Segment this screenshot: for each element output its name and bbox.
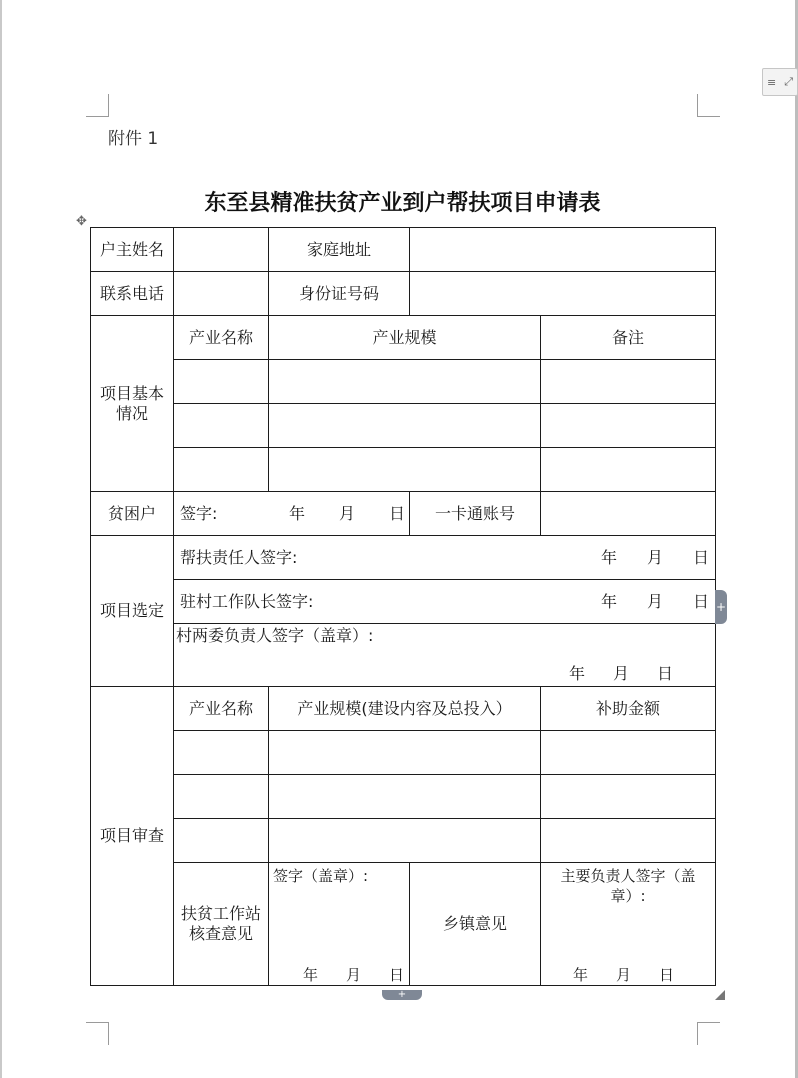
day-label: 日 (692, 591, 709, 611)
year-label: 年 (573, 966, 589, 984)
menu-icon: ≡ (766, 75, 777, 89)
card-account-cell[interactable] (541, 492, 716, 536)
table-cell[interactable] (541, 819, 716, 863)
table-row (91, 731, 716, 775)
year-label: 年 (568, 664, 585, 683)
chief-sign-label: 主要负责人签字（盖章）: (560, 867, 696, 905)
expand-icon: ⤢ (784, 75, 793, 88)
document-title: 东至县精准扶贫产业到户帮扶项目申请表 (204, 190, 601, 216)
year-label: 年 (600, 591, 617, 611)
team-leader-sign-cell[interactable] (174, 580, 716, 624)
table-row (91, 316, 716, 360)
add-column-button[interactable] (715, 590, 727, 624)
subsidy-header: 补助金额 (541, 687, 716, 731)
village-committee-sign-cell[interactable] (174, 624, 716, 687)
table-cell[interactable] (269, 360, 541, 404)
table-row (91, 404, 716, 448)
month-label: 月 (646, 591, 663, 611)
table-row (91, 863, 716, 986)
team-leader-sign-label: 驻村工作队长签字: (180, 591, 314, 611)
id-number-label: 身份证号码 (269, 272, 410, 316)
table-row (91, 687, 716, 731)
phone-label: 联系电话 (91, 272, 174, 316)
table-cell[interactable] (541, 731, 716, 775)
day-label: 日 (659, 966, 675, 984)
review-scale-header: 产业规模(建设内容及总投入） (269, 687, 541, 731)
table-row (91, 448, 716, 492)
helper-sign-label: 帮扶责任人签字: (180, 547, 298, 567)
crop-mark-top-right (697, 94, 720, 117)
table-row (91, 228, 716, 272)
id-number-cell[interactable] (410, 272, 716, 316)
helper-sign-cell[interactable] (174, 536, 716, 580)
industry-scale-header: 产业规模 (269, 316, 541, 360)
home-address-label: 家庭地址 (269, 228, 410, 272)
table-cell[interactable] (269, 775, 541, 819)
village-sign-label: 村两委负责人签字（盖章）: (176, 626, 374, 645)
project-review-label: 项目审查 (91, 687, 174, 986)
householder-name-label: 户主姓名 (91, 228, 174, 272)
application-form-table (90, 227, 716, 986)
card-account-label: 一卡通账号 (410, 492, 541, 536)
table-move-icon[interactable]: ✥ (76, 214, 87, 229)
month-label: 月 (616, 966, 632, 984)
table-cell[interactable] (174, 775, 269, 819)
table-row (91, 492, 716, 536)
project-selection-label: 项目选定 (91, 536, 174, 687)
year-label: 年 (303, 966, 319, 984)
station-review-label: 扶贫工作站核查意见 (174, 863, 269, 986)
table-cell[interactable] (269, 404, 541, 448)
table-row (91, 580, 716, 624)
table-row (91, 360, 716, 404)
day-label: 日 (389, 966, 405, 984)
month-label: 月 (346, 966, 362, 984)
table-cell[interactable] (174, 731, 269, 775)
table-row (91, 819, 716, 863)
month-label: 月 (338, 503, 355, 523)
note-header: 备注 (541, 316, 716, 360)
year-label: 年 (288, 503, 305, 523)
station-sign-label: 签字（盖章）: (273, 867, 369, 885)
table-cell[interactable] (174, 360, 269, 404)
chief-sign-cell[interactable] (541, 863, 716, 986)
add-row-button[interactable] (382, 990, 422, 1000)
basic-info-label: 项目基本情况 (91, 316, 174, 492)
table-resize-icon[interactable] (715, 990, 725, 1000)
day-label: 日 (388, 503, 405, 523)
table-cell[interactable] (174, 448, 269, 492)
month-label: 月 (612, 664, 629, 683)
crop-mark-bottom-right (697, 1022, 720, 1045)
plus-icon: + (397, 989, 407, 1000)
attachment-label: 附件 1 (108, 129, 159, 149)
table-row (91, 536, 716, 580)
crop-mark-top-left (86, 94, 109, 117)
table-cell[interactable] (269, 448, 541, 492)
month-label: 月 (646, 547, 663, 567)
table-cell[interactable] (541, 775, 716, 819)
plus-icon: + (715, 600, 727, 614)
crop-mark-bottom-left (86, 1022, 109, 1045)
table-cell[interactable] (541, 448, 716, 492)
year-label: 年 (600, 547, 617, 567)
poor-household-sign-cell[interactable] (174, 492, 410, 536)
page-left-edge (0, 0, 2, 1078)
table-cell[interactable] (174, 404, 269, 448)
table-row (91, 775, 716, 819)
table-cell[interactable] (541, 360, 716, 404)
table-row (91, 272, 716, 316)
table-cell[interactable] (541, 404, 716, 448)
industry-name-header: 产业名称 (174, 316, 269, 360)
table-cell[interactable] (174, 819, 269, 863)
day-label: 日 (656, 664, 673, 683)
town-opinion-label: 乡镇意见 (410, 863, 541, 986)
home-address-cell[interactable] (410, 228, 716, 272)
householder-name-cell[interactable] (174, 228, 269, 272)
station-sign-cell[interactable] (269, 863, 410, 986)
view-toggle-button[interactable] (762, 68, 798, 96)
table-row (91, 624, 716, 687)
sign-label: 签字: (180, 503, 218, 523)
table-cell[interactable] (269, 819, 541, 863)
poor-household-label: 贫困户 (91, 492, 174, 536)
phone-cell[interactable] (174, 272, 269, 316)
table-cell[interactable] (269, 731, 541, 775)
day-label: 日 (692, 547, 709, 567)
review-industry-header: 产业名称 (174, 687, 269, 731)
